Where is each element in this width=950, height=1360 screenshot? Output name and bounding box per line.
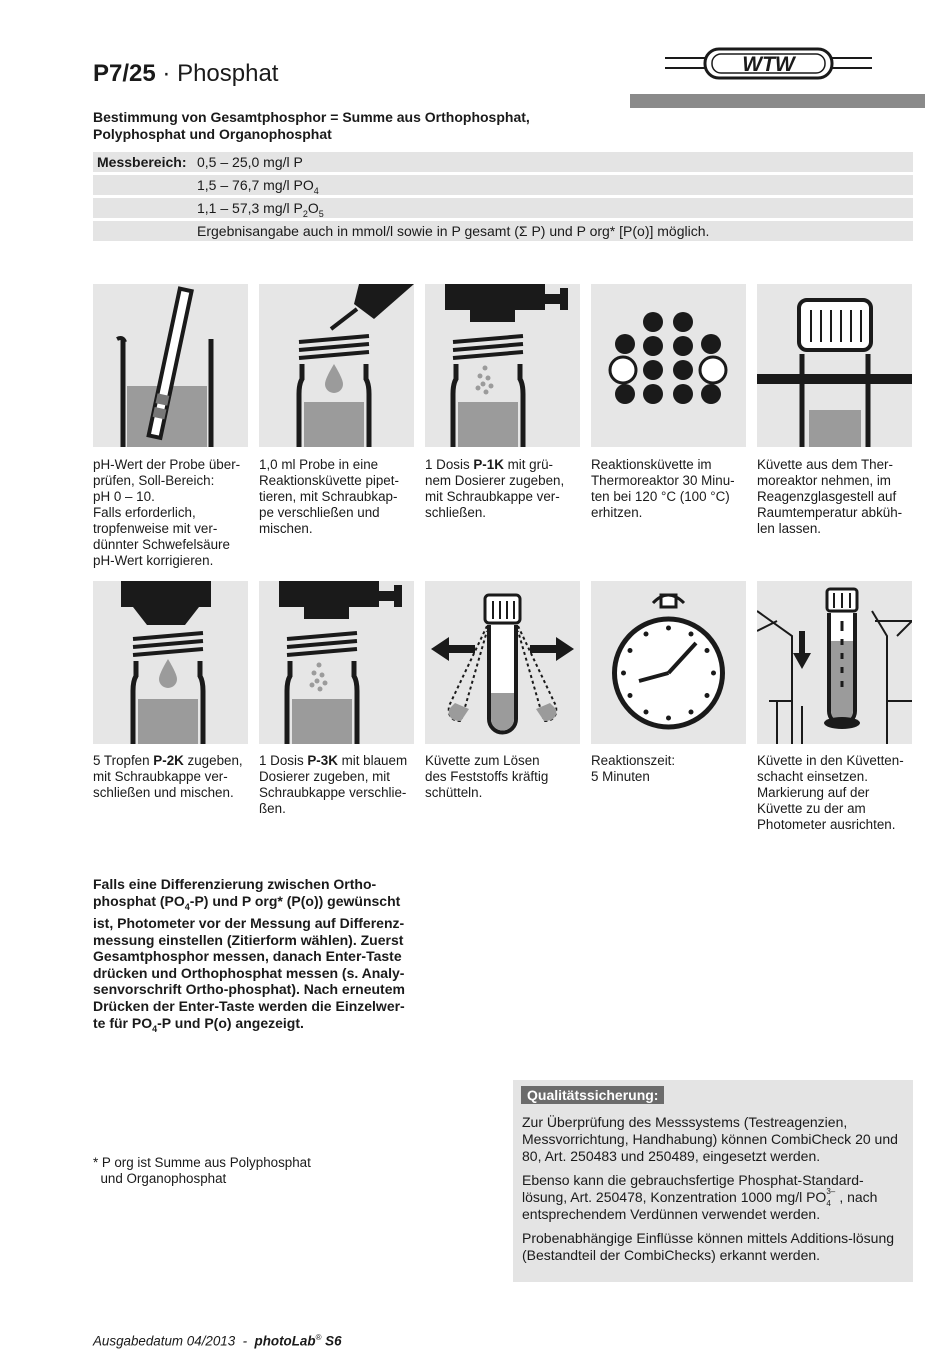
page-title [93,60,278,88]
header-bar [630,94,925,108]
step-4-illustration [591,284,746,447]
quality-paragraph: Probenabhängige Einflüsse können mittels Additions-lösung (Bestandteil der CombiChecks) erkannt werden. [522,1230,895,1263]
step-3-illustration [425,284,580,447]
quality-heading: Qualitätssicherung: [521,1086,664,1104]
footnote: * P org ist Summe aus Polyphosphat und Organophosphat [93,1155,311,1186]
step-10-illustration [757,581,912,744]
step-9-text: Reaktionszeit: 5 Minuten [591,753,676,784]
step-8-text: Küvette zum Lösen des Feststoffs kräftig schütteln. [425,753,549,800]
step-1-text: pH-Wert der Probe über- prüfen, Soll-Bereich: pH 0 – 10. Falls erforderlich, tropfenweise mit ver- dünnter Schwefelsäure pH-Wert korrigieren. [93,457,241,568]
step-3-text: 1 Dosis P-1K mit grü- nem Dosierer zugeben, mit Schraubkappe ver- schließen. [425,457,565,520]
range-row [93,175,913,195]
subtitle-line: Bestimmung von Gesamtphosphor = Summe aus Orthophosphat, [93,109,530,125]
title-separator: · [162,60,171,87]
range-value: 1,1 – 57,3 mg/l $P_2O_5$ [197,200,324,219]
step-9-illustration [591,581,746,744]
step-8-illustration [425,581,580,744]
step-2-illustration [259,284,414,447]
wtw-logo [665,44,875,89]
step-7-text: 1 Dosis P-3K mit blauem Dosierer zugeben, mit Schraubkappe verschlie- ßen. [259,753,408,816]
step-10-text: Küvette in den Küvetten- schacht einsetzen. Markierung auf der Küvette zu der am Photometer ausrichten. [757,753,904,832]
subtitle-line: Polyphosphat und Organophosphat [93,126,332,142]
range-row [93,221,913,241]
step-6-text: 5 Tropfen P-2K zugeben, mit Schraubkappe ver- schließen und mischen. [93,753,243,800]
step-4-text: Reaktionsküvette im Thermoreaktor 30 Minu- ten bei 120 °C (100 °C) erhitzen. [591,457,735,520]
range-row [93,152,913,172]
method-code: P7/25 [93,60,156,87]
step-1-illustration [93,284,248,447]
step-7-illustration [259,581,414,744]
step-2-text: 1,0 ml Probe in eine Reaktionsküvette pipet- tieren, mit Schraubkap- pe verschließen und mischen. [259,457,399,536]
step-5-text: Küvette aus dem Ther- moreaktor nehmen, im Reagenzglasgestell auf Raumtemperatur abküh- len lassen. [757,457,903,536]
range-row [93,198,913,218]
range-note: Ergebnisangabe auch in mmol/l sowie in P gesamt (Σ P) und P org* [P(o)] möglich. [197,223,710,239]
differentiation-note: Falls eine Differenzierung zwischen Ortho- phosphat $(PO_4-P)$ und P org* (P(o)) gewünscht ist, Photometer vor der Messung auf Differenz- messung einstellen (Zitierform wählen). Zuerst Gesamtphosphor messen, danach Enter-Taste drücken und Orthophosphat messen (s. Analy- senvorschrift Ortho-phosphat). Nach erneutem Drücken der Enter-Taste werden die Einzelwer- te für $PO_4-P$ und P(o) angezeigt. [93,876,405,1034]
step-6-illustration [93,581,248,744]
range-value: 0,5 – 25,0 mg/l P [197,154,303,170]
logo-text: WTW [742,53,795,76]
footer: Ausgabedatum 04/2013 - photoLab® S6 [93,1333,342,1349]
subtitle [93,109,613,143]
parameter-name: Phosphat [177,60,279,87]
quality-paragraph: Zur Überprüfung des Messsystems (Testreagenzien, Messvorrichtung, Handhabung) können CombiCheck 20 und 80, Art. 250483 und 250489, eingesetzt werden. [522,1114,898,1164]
quality-paragraph: Ebenso kann die gebrauchsfertige Phosphat-Standard-lösung, Art. 250478, Konzentration 1000 mg/l PO 3– 4 , nach entsprechendem Verdünnen verwendet werden. [522,1172,878,1222]
range-label: Messbereich: [97,154,187,170]
range-value: 1,5 – 76,7 mg/l $PO_4$ [197,177,319,196]
quality-assurance-box [513,1080,913,1282]
step-5-illustration [757,284,912,447]
